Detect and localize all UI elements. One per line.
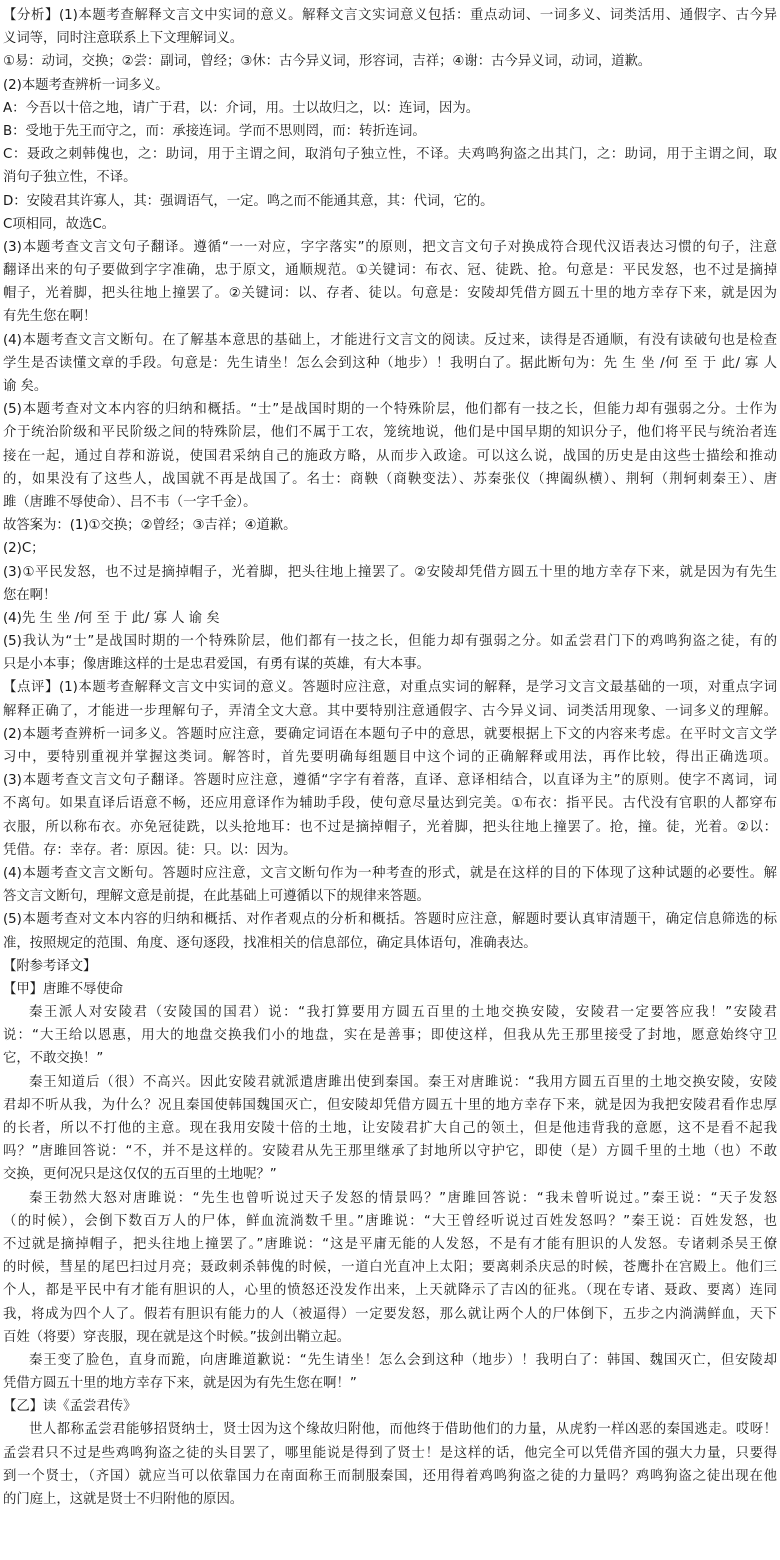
text-line: 准，按照规定的范围、角度、逐句逐段，找准相关的信息部位，确定具体语句，准确表达。 bbox=[3, 935, 537, 951]
text-line: 到一个贤士，（齐国）就应当可以依靠国力在南面称王而制服秦国，还用得着鸡鸣狗盗之徒的力量吗？鸡鸣狗盗之徒出现在他 bbox=[3, 1468, 777, 1484]
text-line: 谕 矣。 bbox=[3, 379, 48, 394]
text-line: C：聂政之刺韩傀也，之：助词，用于主谓之间，取消句子独立性，不译。夫鸡鸣狗盗之出其门，之：助词，用于主谓之间，取 bbox=[3, 147, 777, 163]
text-line: 凭借方圆五十里的地方幸存下来，就是因为有先生您在啊！” bbox=[3, 1376, 357, 1392]
text-line: (3)本题考查文言文句子翻译。答题时应注意，遵循“字字有着落，直译、意译相结合，以直译为主”的原则。使字不离词，词 bbox=[3, 773, 777, 789]
text-line: 您在啊！ bbox=[3, 587, 57, 603]
text-line: 吗？”唐雎回答说：“不，并不是这样的。安陵君从先王那里继承了封地所以守护它，即使（是）方圆千里的土地（也）不敢 bbox=[3, 1144, 777, 1160]
text-line: 故答案为：(1)①交换；②曾经；③吉祥；④道歉。 bbox=[3, 518, 297, 534]
text-line: 【分析】(1)本题考查解释文言文中实词的意义。解释文言文实词意义包括：重点动词、一词多义、词类活用、通假字、古今异 bbox=[3, 8, 777, 23]
text-line: 介于统治阶级和平民阶级之间的特殊阶层，他们不属于工农，笼统地说，他们是中国早期的知识分子，他们将平民与统治者连 bbox=[3, 425, 777, 441]
text-line: (2)本题考查辨析一词多义。 bbox=[3, 77, 169, 93]
text-line: 不过就是摘掉帽子，把头往地上撞罢了。”唐雎说：“这是平庸无能的人发怒，不是有才能有胆识的人发怒。专诸刺杀吴王僚 bbox=[3, 1236, 777, 1252]
text-line: 只是小本事；像唐雎这样的士是忠君爱国，有勇有谋的英雄，有大本事。 bbox=[3, 657, 430, 673]
text-line: 翻译出来的句子要做到字字准确，忠于原文，通顺规范。①关键词：布衣、冠、徒跣、抢。句意是：平民发怒，也不过是摘掉 bbox=[3, 263, 777, 279]
text-line: (3)①平民发怒，也不过是摘掉帽子，光着脚，把头往地上撞罢了。②安陵却凭借方圆五十里的地方幸存下来，就是因为有先生 bbox=[3, 564, 777, 580]
text-line: 的，如果没有了这些人，战国就不再是战国了。名士：商鞅（商鞅变法）、苏秦张仪（捭阖纵横）、荆轲（荆轲刺秦王）、唐 bbox=[3, 471, 777, 487]
text-line: 个人，都是平民中有才能有胆识的人，心里的愤怒还没发作出来，上天就降示了吉凶的征兆。（现在专诸、聂政、要离）连同 bbox=[3, 1283, 777, 1299]
text-line: 义词等，同时注意联系上下文理解词义。 bbox=[3, 31, 244, 47]
text-line: 我，将成为四个人了。假若有胆识有能力的人（被逼得）一定要发怒，那么就让两个人的尸体倒下，五步之内淌满鲜血，天下 bbox=[3, 1306, 777, 1322]
text-line: 秦王知道后（很）不高兴。因此安陵君就派遣唐雎出使到秦国。秦王对唐雎说：“我用方圆五百里的土地交换安陵，安陵 bbox=[29, 1074, 777, 1090]
text-line: 【乙】读《孟尝君传》 bbox=[3, 1399, 137, 1415]
text-line: (2)本题考查辨析一词多义。答题时应注意，要确定词语在本题句子中的意思，就要根据上下文的内容来考虑。在平时文言文学 bbox=[3, 726, 777, 742]
text-line: D：安陵君其许寡人，其：强调语气，一定。鸣之而不能通其意，其：代词，它的。 bbox=[3, 193, 494, 209]
text-line: B：受地于先王而守之，而：承接连词。学而不思则罔，而：转折连词。 bbox=[3, 123, 426, 139]
text-line: 雎（唐雎不辱使命）、吕不韦（一字千金）。 bbox=[3, 494, 257, 510]
text-line: ①易：动词，交换；②尝：副词，曾经；③休：古今异义词，形容词，吉祥；④谢：古今异义词，动词，道歉。 bbox=[3, 54, 652, 70]
text-line: 【点评】(1)本题考查解释文言文中实词的意义。答题时应注意，对重点实词的解释，是学习文言文最基础的一项，对重点字词 bbox=[3, 680, 777, 696]
text-line: 世人都称孟尝君能够招贤纳士，贤士因为这个缘故归附他，而他终于借助他们的力量，从虎豹一样凶恶的秦国逃走。哎呀！ bbox=[29, 1422, 777, 1438]
text-line: (4)本题考查文言文断句。在了解基本意思的基础上，才能进行文言文的阅读。反过来，读得是否通顺，有没有读破句也是检查 bbox=[3, 332, 777, 348]
text-line: 孟尝君只不过是些鸡鸣狗盗之徒的头目罢了，哪里能说是得到了贤士！是这样的话，他完全可以凭借齐国的强大力量，只要得 bbox=[3, 1445, 777, 1461]
text-line: 秦王勃然大怒对唐雎说：“先生也曾听说过天子发怒的情景吗？”唐雎回答说：“我未曾听说过。”秦王说：“天子发怒 bbox=[29, 1190, 777, 1206]
text-line: 接在一起，通过自荐和游说，使国君采纳自己的施政方略，从而步入政途。可以这么说，战国的历史是由这些士描绘和推动 bbox=[3, 448, 777, 464]
text-line: （的时候），会倒下数百万人的尸体，鲜血流淌数千里。”唐雎说：“大王曾经听说过百姓发怒吗？”秦王说：百姓发怒，也 bbox=[3, 1213, 777, 1229]
text-line: 有先生您在啊！ bbox=[3, 309, 97, 325]
text-line: 答文言文断句，理解文意是前提，在此基础上可遵循以下的规律来答题。 bbox=[3, 889, 430, 905]
text-line: 的时候，彗星的尾巴扫过月亮；聂政刺杀韩傀的时候，一道白光直冲上太阳；要离刺杀庆忌的时候，苍鹰扑在宫殿上。他们三 bbox=[3, 1260, 777, 1276]
text-line: (5)本题考查对文本内容的归纳和概括、对作者观点的分析和概括。答题时应注意，解题时要认真审清题干，确定信息筛选的标 bbox=[3, 912, 777, 928]
text-line: 【附参考译文】 bbox=[3, 958, 97, 974]
text-line: C项相同，故选C。 bbox=[3, 216, 115, 232]
text-line: (5)我认为“士”是战国时期的一个特殊阶层，他们都有一技之长，但能力却有强弱之分。如孟尝君门下的鸡鸣狗盗之徒，有的 bbox=[3, 634, 777, 650]
text-line: 不离句。如果直译后语意不畅，还应用意译作为辅助手段，使句意尽量达到完美。①布衣：指平民。古代没有官职的人都穿布 bbox=[3, 796, 777, 812]
text-line: (3)本题考查文言文句子翻译。遵循“一一对应，字字落实”的原则，把文言文句子对换成符合现代汉语表达习惯的句子，注意 bbox=[3, 239, 777, 255]
text-line: 【甲】唐雎不辱使命 bbox=[3, 981, 124, 997]
text-line: 的长者，所以不打他的主意。现在我用安陵十倍的土地，让安陵君扩大自己的领土，但是他违背我的意愿，这不是看不起我 bbox=[3, 1121, 777, 1136]
text-line: (2)C； bbox=[3, 541, 45, 557]
text-line: 秦王派人对安陵君（安陵国的国君）说：“我打算要用方圆五百里的土地交换安陵，安陵君一定要答应我！”安陵君 bbox=[29, 1005, 777, 1021]
text-line: 君却不听从我，为什么？况且秦国使韩国魏国灭亡，但安陵却凭借方圆五十里的地方幸存下来，就是因为我把安陵君看作忠厚 bbox=[3, 1097, 777, 1113]
text-line: 说：“大王给以恩惠，用大的地盘交换我们小的地盘，实在是善事；即使这样，但我从先王那里接受了封地，愿意始终守卫 bbox=[3, 1028, 777, 1044]
text-line: 交换，更何况只是这仅仅的五百里的土地呢？” bbox=[3, 1167, 277, 1183]
text-line: (5)本题考查对文本内容的归纳和概括。“士”是战国时期的一个特殊阶层，他们都有一技之长，但能力却有强弱之分。士作为 bbox=[3, 402, 777, 418]
text-line: 的门庭上，这就是贤士不归附他的原因。 bbox=[3, 1492, 244, 1507]
text-line: 它，不敢交换！” bbox=[3, 1051, 104, 1067]
text-line: 帽子，光着脚，把头往地上撞罢了。②关键词：以、存者、徒以。句意是：安陵却凭借方圆五十里的地方幸存下来，就是因为 bbox=[3, 286, 777, 302]
text-line: 消句子独立性，不译。 bbox=[3, 170, 137, 186]
text-line: 学生是否读懂文章的手段。句意是：先生请坐！怎么会到这种（地步）！我明白了。据此断句为：先 生 坐 /何 至 于 此/ 寡 人 bbox=[3, 355, 777, 371]
text-line: 解释正确了，才能进一步理解句子，弄清全文大意。其中要特别注意通假字、古今异义词、词类活用现象、一词多义的理解。 bbox=[3, 703, 777, 719]
text-line: A：今吾以十倍之地，请广于君，以：介词，用。士以故归之，以：连词，因为。 bbox=[3, 100, 480, 116]
text-line: (4)本题考查文言文断句。答题时应注意，文言文断句作为一种考查的形式，就是在这样的目的下体现了这种试题的必要性。解 bbox=[3, 865, 777, 881]
text-line: 百姓（将要）穿丧服，现在就是这个时候。”拔剑出鞘立起。 bbox=[3, 1329, 351, 1345]
text-line: 秦王变了脸色，直身而跪，向唐雎道歉说：“先生请坐！怎么会到这种（地步）！我明白了：韩国、魏国灭亡，但安陵却 bbox=[29, 1352, 777, 1368]
text-line: 习中，要特别重视并掌握这类词。解答时，首先要明确每组题目中这个词的正确解释或用法，再作比较，得出正确选项。 bbox=[3, 750, 777, 765]
text-line: 衣服，所以称布衣。亦免冠徒跣，以头抢地耳：也不过是摘掉帽子，光着脚，把头往地上撞罢了。抢，撞。徒，光着。②以： bbox=[3, 819, 777, 835]
text-line: 凭借。存：幸存。者：原因。徒：只。以：因为。 bbox=[3, 842, 297, 858]
text-line: (4)先 生 坐 /何 至 于 此/ 寡 人 谕 矣 bbox=[3, 610, 220, 626]
